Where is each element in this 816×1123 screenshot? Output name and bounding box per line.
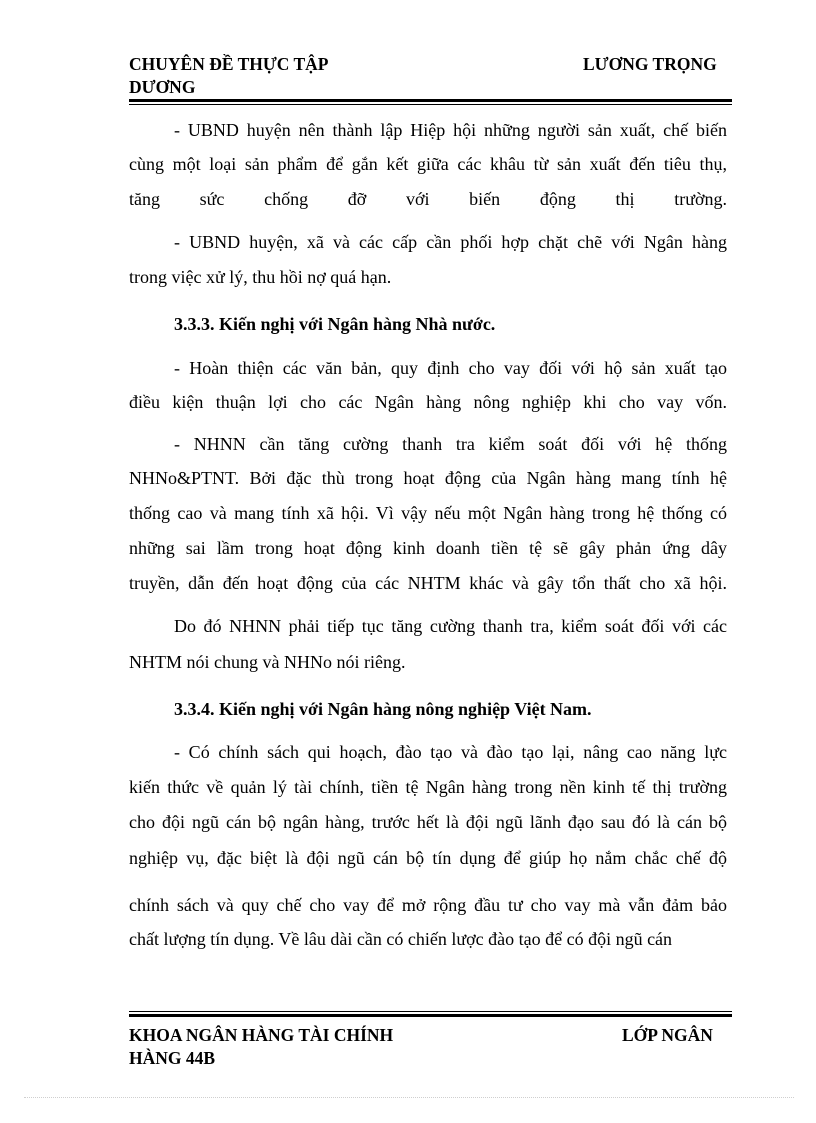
body-line: cùng một loại sản phẩm để gắn kết giữa các khâu từ sản xuất đến tiêu thụ, — [129, 154, 727, 174]
footer-right-class: LỚP NGÂN — [622, 1025, 713, 1045]
body-line: tăng sức chống đỡ với biến động thị trường. — [129, 189, 727, 209]
footer-rule-thick — [129, 1014, 732, 1017]
body-line: chính sách và quy chế cho vay để mở rộng đầu tư cho vay mà vẫn đảm bảo — [129, 895, 727, 915]
body-line: - NHNN cần tăng cường thanh tra kiểm soát đối với hệ thống — [174, 434, 727, 454]
section-heading-3-3-3: 3.3.3. Kiến nghị với Ngân hàng Nhà nước. — [174, 314, 496, 334]
body-line: cho đội ngũ cán bộ ngân hàng, trước hết là đội ngũ lãnh đạo sau đó là cán bộ — [129, 812, 727, 832]
body-line: kiến thức về quản lý tài chính, tiền tệ Ngân hàng trong nền kinh tế thị trường — [129, 777, 727, 797]
body-line: điều kiện thuận lợi cho các Ngân hàng nông nghiệp khi cho vay vốn. — [129, 392, 727, 412]
header-rule-thick — [129, 99, 732, 102]
body-line: NHTM nói chung và NHNo nói riêng. — [129, 652, 406, 672]
body-line: NHNo&PTNT. Bởi đặc thù trong hoạt động của Ngân hàng mang tính hệ — [129, 468, 727, 488]
footer-rule-thin — [129, 1011, 732, 1012]
body-line: những sai lầm trong hoạt động kinh doanh tiền tệ sẽ gây phản ứng dây — [129, 538, 727, 558]
page-bottom-divider — [24, 1097, 794, 1098]
body-line: - UBND huyện nên thành lập Hiệp hội những người sản xuất, chế biến — [174, 120, 727, 140]
section-heading-3-3-4: 3.3.4. Kiến nghị với Ngân hàng nông nghiệp Việt Nam. — [174, 699, 592, 719]
body-line: truyền, dẫn đến hoạt động của các NHTM khác và gây tổn thất cho xã hội. — [129, 573, 727, 593]
body-line: thống cao và mang tính xã hội. Vì vậy nếu một Ngân hàng trong hệ thống có — [129, 503, 727, 523]
body-line: - Có chính sách qui hoạch, đào tạo và đào tạo lại, nâng cao năng lực — [174, 742, 727, 762]
body-line: Do đó NHNN phải tiếp tục tăng cường thanh tra, kiểm soát đối với các — [174, 616, 727, 636]
body-line: - Hoàn thiện các văn bản, quy định cho vay đối với hộ sản xuất tạo — [174, 358, 727, 378]
footer-class-continuation: HÀNG 44B — [129, 1048, 216, 1068]
header-author-continuation: DƯƠNG — [129, 77, 196, 97]
header-right-author: LƯƠNG TRỌNG — [583, 54, 717, 74]
header-left-title: CHUYÊN ĐỀ THỰC TẬP — [129, 54, 329, 74]
body-line: chất lượng tín dụng. Về lâu dài cần có chiến lược đào tạo để có đội ngũ cán — [129, 929, 673, 949]
body-line: - UBND huyện, xã và các cấp cần phối hợp chặt chẽ với Ngân hàng — [174, 232, 727, 252]
body-line: trong việc xử lý, thu hồi nợ quá hạn. — [129, 267, 392, 287]
body-line: nghiệp vụ, đặc biệt là đội ngũ cán bộ tín dụng để giúp họ nắm chắc chế độ — [129, 848, 727, 868]
footer-left-faculty: KHOA NGÂN HÀNG TÀI CHÍNH — [129, 1025, 394, 1045]
header-rule-thin — [129, 104, 732, 105]
